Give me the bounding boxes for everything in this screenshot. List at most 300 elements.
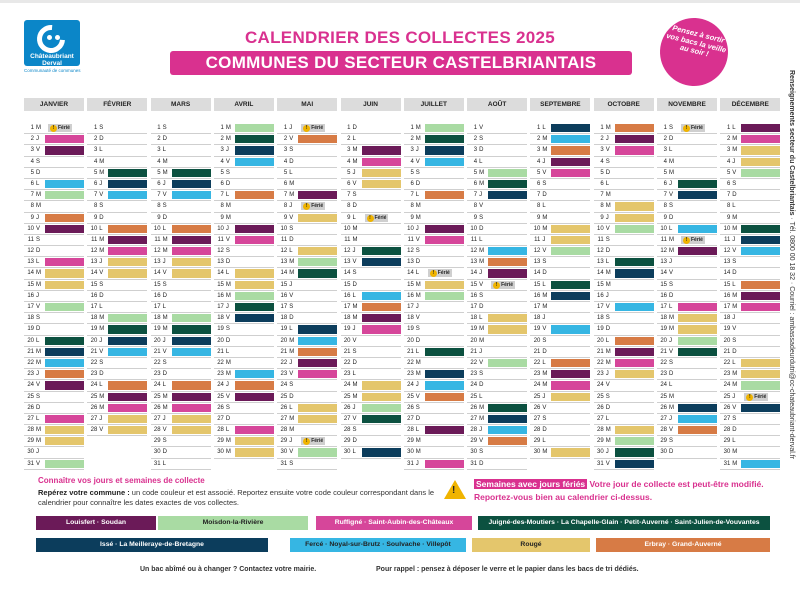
- collection-color-bar: [235, 191, 274, 199]
- collection-color-bar: [425, 158, 464, 166]
- day-row: [214, 134, 274, 145]
- collection-color-bar: [741, 124, 780, 132]
- day-row: [657, 403, 717, 414]
- weekday-letter: J: [289, 203, 293, 210]
- weekday-letter: J: [162, 415, 166, 422]
- day-number: 29: [27, 438, 34, 445]
- weekday-letter: M: [225, 214, 231, 221]
- collection-color-bar: [235, 135, 274, 143]
- collection-color-bar: [45, 214, 84, 222]
- day-number: 19: [153, 326, 161, 333]
- day-number: 25: [217, 393, 224, 400]
- day-row: [720, 168, 780, 179]
- day-number: 12: [153, 248, 161, 255]
- weekday-letter: D: [36, 169, 41, 176]
- weekday-letter: J: [99, 337, 103, 344]
- day-row: [467, 213, 527, 224]
- day-number: 10: [407, 225, 414, 232]
- legend-chip: Juigné-des-Moutiers · La Chapelle-Glain · Petit-Auverné · Saint-Julien-de-Vouvantes: [478, 516, 770, 530]
- weekday-letter: M: [289, 427, 295, 434]
- weekday-letter: S: [669, 125, 674, 131]
- collection-color-bar: [362, 258, 401, 266]
- month-column: [467, 98, 527, 470]
- day-row: [87, 324, 147, 335]
- weekday-letter: M: [289, 337, 295, 344]
- holiday-badge: ! Férié: [744, 393, 768, 401]
- day-number: 22: [217, 359, 224, 366]
- weekday-letter: S: [36, 236, 41, 243]
- weekday-letter: M: [36, 438, 41, 445]
- day-number: 9: [663, 214, 667, 221]
- weekday-letter: D: [542, 192, 547, 199]
- day-row: [341, 201, 401, 212]
- day-number: 23: [533, 371, 541, 378]
- collection-color-bar: [235, 281, 274, 289]
- day-row: [24, 190, 84, 201]
- day-number: 29: [407, 438, 414, 445]
- day-row: [87, 134, 147, 145]
- weekday-letter: D: [289, 236, 294, 243]
- day-number: 28: [153, 427, 161, 434]
- day-number: 27: [90, 415, 98, 422]
- day-row: [277, 313, 337, 324]
- weekday-letter: V: [732, 169, 737, 176]
- day-number: 23: [723, 371, 731, 378]
- collection-color-bar: [362, 448, 401, 456]
- collection-color-bar: [741, 225, 780, 233]
- weekday-letter: M: [225, 136, 231, 143]
- weekday-letter: L: [605, 337, 610, 344]
- weekday-letter: M: [99, 236, 105, 243]
- day-row: [467, 145, 527, 156]
- day-number: 5: [663, 169, 667, 176]
- day-number: 14: [470, 270, 478, 277]
- day-row: [151, 336, 211, 347]
- day-number: 19: [470, 326, 478, 333]
- day-row: [657, 425, 717, 436]
- day-number: 12: [407, 248, 414, 255]
- weekday-letter: S: [542, 259, 547, 266]
- day-number: 15: [343, 281, 351, 288]
- day-row: [87, 190, 147, 201]
- day-row: [24, 459, 84, 470]
- weekday-letter: D: [162, 136, 167, 143]
- day-row: [720, 246, 780, 257]
- day-row: [657, 235, 717, 246]
- day-number: 29: [533, 438, 541, 445]
- weekday-letter: L: [479, 393, 483, 400]
- day-number: 6: [410, 180, 414, 187]
- day-row: [404, 324, 464, 335]
- weekday-letter: M: [415, 292, 421, 299]
- weekday-letter: J: [99, 415, 103, 422]
- day-number: 26: [597, 404, 604, 411]
- day-row: [214, 392, 274, 403]
- day-number: 5: [283, 169, 288, 176]
- day-row: [151, 201, 211, 212]
- day-number: 2: [663, 136, 667, 143]
- day-number: 10: [27, 225, 34, 232]
- weekday-letter: M: [605, 348, 611, 355]
- weekday-letter: M: [415, 281, 421, 288]
- logo-tagline: Communauté de communes: [24, 68, 81, 73]
- day-number: 12: [217, 248, 224, 255]
- day-row: [277, 280, 337, 291]
- day-number: 10: [470, 225, 478, 232]
- day-number: 27: [597, 415, 604, 422]
- day-number: 7: [283, 192, 288, 199]
- holiday-warning-title: Semaines avec jours fériés: [476, 479, 586, 489]
- day-number: 12: [280, 248, 288, 255]
- collection-color-bar: [235, 426, 274, 434]
- weekday-letter: M: [479, 169, 485, 176]
- weekday-letter: J: [669, 180, 672, 187]
- day-row: [277, 425, 337, 436]
- weekday-letter: M: [352, 393, 358, 400]
- month-column: [277, 98, 337, 470]
- day-number: 27: [27, 415, 34, 422]
- weekday-letter: S: [289, 225, 294, 232]
- day-number: 13: [153, 259, 161, 266]
- day-row: [404, 380, 464, 391]
- collection-color-bar: [235, 393, 274, 401]
- collection-color-bar: [362, 393, 401, 401]
- weekday-letter: M: [605, 192, 611, 199]
- collection-color-bar: [615, 225, 654, 233]
- day-number: 8: [157, 203, 161, 210]
- day-row: [214, 246, 274, 257]
- weekday-letter: L: [542, 203, 546, 210]
- day-number: 22: [343, 359, 351, 366]
- weekday-letter: M: [289, 180, 295, 187]
- weekday-letter: L: [352, 292, 356, 299]
- day-number: 31: [153, 460, 161, 467]
- collection-color-bar: [172, 426, 211, 434]
- day-row: [720, 403, 780, 414]
- day-number: 16: [343, 292, 351, 299]
- day-row: [24, 134, 84, 145]
- reminder-sticker: Pensez à sortir vos bacs la veille au soir !: [653, 11, 735, 93]
- day-row: [341, 235, 401, 246]
- weekday-letter: M: [162, 315, 168, 322]
- day-row: [404, 414, 464, 425]
- day-row: [277, 347, 337, 358]
- day-row: [594, 190, 654, 201]
- day-row: [657, 145, 717, 156]
- weekday-letter: S: [162, 281, 167, 288]
- collection-color-bar: [425, 146, 464, 154]
- day-number: 15: [723, 281, 731, 288]
- weekday-letter: L: [36, 259, 40, 266]
- weekday-letter: S: [732, 259, 737, 266]
- collection-color-bar: [741, 135, 780, 143]
- weekday-letter: V: [352, 259, 357, 266]
- weekday-letter: L: [732, 438, 736, 445]
- month-header: OCTOBRE: [594, 98, 654, 111]
- weekday-letter: S: [542, 180, 547, 187]
- day-row: [24, 291, 84, 302]
- collection-color-bar: [488, 404, 527, 412]
- day-number: 17: [470, 304, 478, 310]
- day-row: [594, 358, 654, 369]
- day-number: 23: [90, 371, 98, 378]
- weekday-letter: M: [669, 169, 674, 176]
- day-number: 28: [343, 427, 351, 434]
- weekday-letter: D: [99, 371, 104, 378]
- collection-color-bar: [235, 370, 274, 378]
- day-row: [277, 302, 337, 313]
- day-row: [720, 313, 780, 324]
- collection-color-bar: [615, 359, 654, 367]
- weekday-letter: M: [162, 393, 168, 400]
- day-row: [214, 123, 274, 134]
- weekday-letter: M: [479, 259, 485, 266]
- day-row: [341, 336, 401, 347]
- day-number: 1: [347, 125, 351, 131]
- day-number: 9: [220, 214, 224, 221]
- day-number: 24: [723, 382, 731, 389]
- day-row: [341, 369, 401, 380]
- month-column: [530, 98, 590, 459]
- warning-icon: !: [303, 203, 310, 210]
- day-row: [404, 392, 464, 403]
- day-number: 8: [347, 203, 351, 210]
- collection-color-bar: [108, 225, 147, 233]
- side-contact-note: [788, 70, 795, 459]
- day-row: [87, 336, 147, 347]
- weekday-letter: D: [669, 449, 674, 456]
- day-number: 31: [280, 460, 288, 467]
- weekday-letter: M: [605, 427, 611, 434]
- day-number: 19: [407, 326, 414, 333]
- day-number: 18: [280, 315, 288, 322]
- day-row: [657, 134, 717, 145]
- day-number: 10: [723, 225, 731, 232]
- weekday-letter: V: [415, 158, 420, 165]
- weekday-letter: M: [669, 404, 674, 411]
- weekday-letter: D: [289, 315, 294, 322]
- day-row: [467, 280, 527, 291]
- day-row: [404, 280, 464, 291]
- day-number: 2: [283, 136, 288, 143]
- month-header: AVRIL: [214, 98, 274, 111]
- day-number: 1: [600, 125, 604, 131]
- day-number: 5: [220, 169, 224, 176]
- weekday-letter: M: [352, 382, 358, 389]
- day-row: [151, 257, 211, 268]
- collection-color-bar: [108, 404, 147, 412]
- weekday-letter: M: [732, 460, 738, 467]
- day-row: [594, 414, 654, 425]
- collection-color-bar: [172, 348, 211, 356]
- day-number: 18: [660, 315, 667, 322]
- month-column: [594, 98, 654, 470]
- weekday-letter: V: [669, 270, 674, 277]
- weekday-letter: L: [289, 404, 293, 411]
- day-number: 19: [27, 326, 34, 333]
- collection-color-bar: [362, 381, 401, 389]
- weekday-letter: J: [36, 449, 39, 456]
- day-row: [720, 459, 780, 470]
- day-row: [404, 235, 464, 246]
- day-number: 30: [470, 449, 478, 456]
- day-row: [87, 403, 147, 414]
- collection-color-bar: [108, 393, 147, 401]
- collection-color-bar: [362, 146, 401, 154]
- day-number: 6: [220, 180, 224, 187]
- day-row: [720, 190, 780, 201]
- day-number: 25: [660, 393, 667, 400]
- day-row: [657, 157, 717, 168]
- day-row: [277, 324, 337, 335]
- day-row: [277, 291, 337, 302]
- day-number: 12: [723, 248, 731, 255]
- collection-color-bar: [425, 393, 464, 401]
- day-number: 8: [93, 203, 98, 210]
- day-row: [341, 179, 401, 190]
- warning-icon: !: [430, 270, 437, 277]
- day-row: [277, 436, 337, 447]
- day-row: [594, 425, 654, 436]
- day-row: [530, 392, 590, 403]
- collection-color-bar: [741, 281, 780, 289]
- weekday-letter: S: [415, 326, 420, 333]
- collection-color-bar: [678, 337, 717, 345]
- day-row: [530, 246, 590, 257]
- day-number: 15: [533, 281, 541, 288]
- day-number: 7: [30, 192, 34, 199]
- weekday-letter: S: [225, 326, 230, 333]
- day-number: 23: [343, 371, 351, 378]
- weekday-letter: M: [732, 304, 738, 310]
- collection-color-bar: [425, 381, 464, 389]
- weekday-letter: V: [289, 214, 294, 221]
- day-row: [341, 447, 401, 458]
- day-number: 12: [533, 248, 541, 255]
- day-number: 22: [407, 359, 414, 366]
- day-number: 23: [470, 371, 478, 378]
- weekday-letter: S: [669, 359, 674, 366]
- day-number: 23: [27, 371, 34, 378]
- weekday-letter: J: [605, 136, 609, 143]
- day-row: [24, 369, 84, 380]
- day-number: 8: [726, 203, 731, 210]
- day-number: 14: [597, 270, 604, 277]
- day-row: [24, 157, 84, 168]
- weekday-letter: L: [732, 359, 736, 366]
- day-row: [467, 392, 527, 403]
- day-number: 22: [597, 359, 604, 366]
- weekday-letter: L: [162, 304, 166, 310]
- weekday-letter: M: [225, 449, 231, 456]
- collection-color-bar: [298, 359, 337, 367]
- weekday-letter: M: [669, 315, 674, 322]
- day-row: [594, 145, 654, 156]
- day-row: [657, 414, 717, 425]
- day-number: 27: [153, 415, 161, 422]
- day-number: 29: [597, 438, 604, 445]
- day-number: 1: [220, 125, 224, 131]
- day-row: [530, 425, 590, 436]
- weekday-letter: S: [162, 203, 167, 210]
- weekday-letter: L: [542, 359, 546, 366]
- collection-color-bar: [551, 325, 590, 333]
- day-number: 26: [280, 404, 288, 411]
- day-number: 23: [280, 371, 288, 378]
- day-row: [341, 380, 401, 391]
- day-row: [404, 369, 464, 380]
- day-row: [530, 201, 590, 212]
- day-row: [341, 324, 401, 335]
- day-number: 13: [280, 259, 288, 266]
- day-row: [720, 179, 780, 190]
- day-number: 17: [660, 304, 667, 310]
- day-number: 17: [27, 304, 34, 310]
- day-row: [530, 302, 590, 313]
- day-number: 27: [280, 415, 288, 422]
- day-row: [657, 436, 717, 447]
- collection-color-bar: [425, 225, 464, 233]
- weekday-letter: S: [732, 180, 737, 187]
- day-number: 22: [153, 359, 161, 366]
- footer-bin-note: Un bac abîmé ou à changer ? Contactez votre mairie.: [140, 566, 317, 573]
- day-row: [404, 190, 464, 201]
- weekday-letter: M: [352, 304, 358, 310]
- day-row: [467, 190, 527, 201]
- day-number: 16: [723, 292, 731, 299]
- collection-color-bar: [425, 191, 464, 199]
- day-number: 30: [217, 449, 224, 456]
- weekday-letter: M: [479, 180, 485, 187]
- weekday-letter: J: [352, 248, 356, 255]
- day-number: 21: [407, 348, 414, 355]
- day-number: 20: [217, 337, 224, 344]
- day-number: 1: [30, 125, 34, 131]
- day-number: 12: [597, 248, 604, 255]
- day-number: 4: [537, 158, 541, 165]
- collection-color-bar: [108, 314, 147, 322]
- day-number: 6: [347, 180, 351, 187]
- weekday-letter: V: [225, 315, 230, 322]
- collection-color-bar: [108, 381, 147, 389]
- day-row: [24, 324, 84, 335]
- collection-color-bar: [741, 146, 780, 154]
- day-row: [530, 123, 590, 134]
- collection-color-bar: [741, 460, 780, 468]
- weekday-letter: J: [732, 158, 736, 165]
- weekday-letter: M: [162, 326, 168, 333]
- collection-color-bar: [108, 247, 147, 255]
- weekday-letter: J: [415, 147, 419, 154]
- day-row: [657, 291, 717, 302]
- day-row: [594, 459, 654, 470]
- day-number: 22: [533, 359, 541, 366]
- day-number: 14: [217, 270, 224, 277]
- weekday-letter: S: [289, 382, 294, 389]
- day-number: 9: [726, 214, 731, 221]
- day-row: [277, 414, 337, 425]
- weekday-letter: M: [289, 192, 295, 199]
- day-row: [404, 168, 464, 179]
- weekday-letter: M: [99, 326, 105, 333]
- day-row: [530, 213, 590, 224]
- day-row: [720, 392, 780, 403]
- collection-color-bar: [488, 437, 527, 445]
- day-number: 3: [600, 147, 604, 154]
- weekday-letter: S: [36, 315, 41, 322]
- day-number: 16: [217, 292, 224, 299]
- weekday-letter: D: [732, 427, 737, 434]
